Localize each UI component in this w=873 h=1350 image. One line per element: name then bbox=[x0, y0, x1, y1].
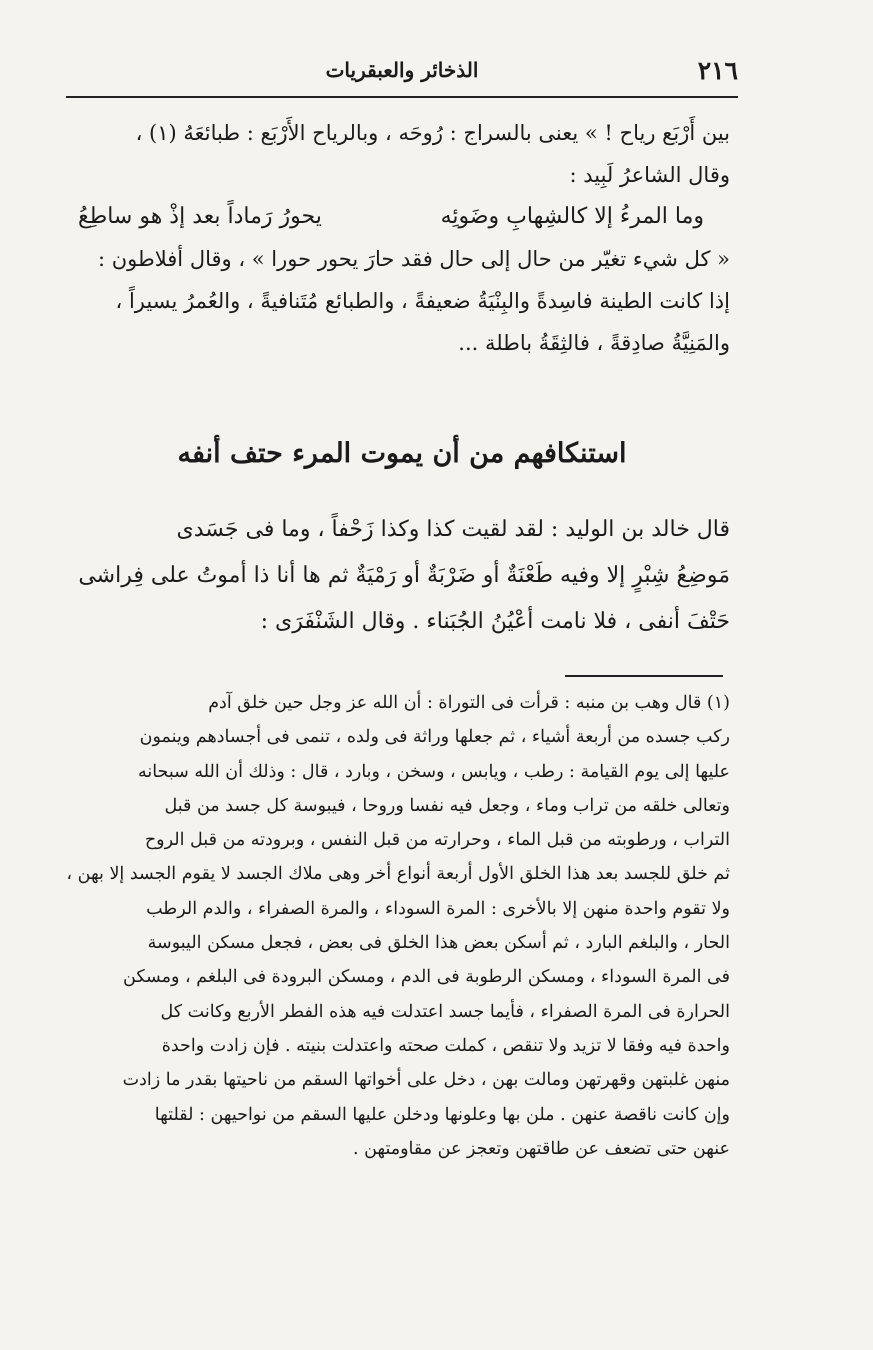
page-number: ٢١٦ bbox=[697, 56, 738, 85]
section-body bbox=[66, 507, 730, 645]
body-line: قال خالد بن الوليد : لقد لقيت كذا وكذا زَحْفاً ، وما فى جَسَدى bbox=[176, 517, 730, 542]
footnote-line: عليها إلى يوم القيامة : رطب ، ويابس ، وسخن ، وبارد ، قال : وذلك أن الله سبحانه bbox=[137, 761, 730, 782]
body-line: حَتْفَ أنفى ، فلا نامت أعْيُنُ الجُبَناء . وقال الشَنْفَرَى : bbox=[260, 609, 730, 634]
footnote-line: ركب جسده من أربعة أشياء ، ثم جعلها وراثة فى ولده ، تنمى فى أجسادهم وينمون bbox=[139, 727, 730, 748]
footnote-line: واحدة فيه وفقا لا تزيد ولا تنقص ، كملت صحته واعتدلت بنيته . فإن زادت واحدة bbox=[161, 1035, 730, 1056]
footnote-line: فى المرة السوداء ، ومسكن الرطوبة فى الدم ، ومسكن البرودة فى البلغم ، ومسكن bbox=[123, 967, 730, 988]
footnotes bbox=[66, 686, 730, 1166]
body-text bbox=[66, 112, 730, 364]
footnote-line: التراب ، ورطوبته من قبل الماء ، وحرارته من قبل النفس ، وبرودته من قبل الروح bbox=[144, 830, 730, 851]
body-line: وقال الشاعرُ لَبِيد : bbox=[569, 163, 730, 187]
body-line: مَوضِعُ شِبْرٍ إلا وفيه طَعْنَةٌ أو ضَرْبَةٌ أو رَمْيَةٌ ثم ها أنا ذا أموتُ على فِراشى bbox=[78, 563, 730, 588]
footnote-line: وتعالى خلقه من تراب وماء ، وجعل فيه نفسا وروحا ، فيبوسة كل جسد من قبل bbox=[164, 795, 730, 816]
footnote-line: الحرارة فى المرة الصفراء ، فأيما جسد اعتدلت فيه هذه الفطر الأربع وكانت كل bbox=[160, 1001, 730, 1022]
verse-second-hemistich: يحورُ رَماداً بعد إذْ هو ساطِعُ bbox=[78, 204, 322, 229]
body-line: والمَنِيَّةُ صادِقةً ، فالثِقَةُ باطلة ... bbox=[458, 331, 730, 355]
page-header bbox=[66, 52, 738, 98]
verse-first-hemistich: وما المرءُ إلا كالشِهابِ وضَوئِه bbox=[440, 204, 704, 229]
footnote-line: وإن كانت ناقصة عنهن . ملن بها وعلونها ودخلن عليها السقم من نواحيهن : لقلتها bbox=[154, 1104, 730, 1125]
footnote-divider bbox=[565, 675, 723, 677]
footnote-line: الحار ، والبلغم البارد ، ثم أسكن بعض هذا الخلق فى بعض ، فجعل مسكن اليبوسة bbox=[147, 933, 730, 954]
footnote-line: ولا تقوم واحدة منهن إلا بالأخرى : المرة السوداء ، والمرة الصفراء ، والدم الرطب bbox=[146, 898, 730, 919]
poem-verse bbox=[66, 196, 730, 238]
body-line: إذا كانت الطينة فاسِدةً والبِنْيَةُ ضعيفةً ، والطبائع مُتَنافيةً ، والعُمرُ يسيراً ، bbox=[115, 289, 730, 313]
footnote-line: عنهن حتى تضعف عن طاقتهن وتعجز عن مقاومتهن . bbox=[352, 1138, 730, 1159]
footnote-line: ثم خلق للجسد بعد هذا الخلق الأول أربعة أنواع أخر وهى ملاك الجسد لا يقوم الجسد إلا بهن ، bbox=[66, 864, 730, 885]
running-title: الذخائر والعبقريات bbox=[325, 58, 479, 82]
footnote-line: منهن غلبتهن وقهرتهن ومالت بهن ، دخل على أخواتها السقم من ناحيتها بقدر ما زادت bbox=[122, 1070, 730, 1091]
footnote-line: (١) قال وهب بن منبه : قرأت فى التوراة : أن الله عز وجل حين خلق آدم bbox=[208, 693, 730, 713]
body-line: بين أَرْبَع رياح ! » يعنى بالسراج : رُوحَه ، وبالرياح الأَرْبَع : طبائعَهُ (١) ، bbox=[135, 121, 730, 145]
body-line: « كل شيء تغيّر من حال إلى حال فقد حارَ يحور حورا » ، وقال أفلاطون : bbox=[98, 247, 730, 271]
section-heading: استنكافهم من أن يموت المرء حتف أنفه bbox=[177, 438, 627, 469]
